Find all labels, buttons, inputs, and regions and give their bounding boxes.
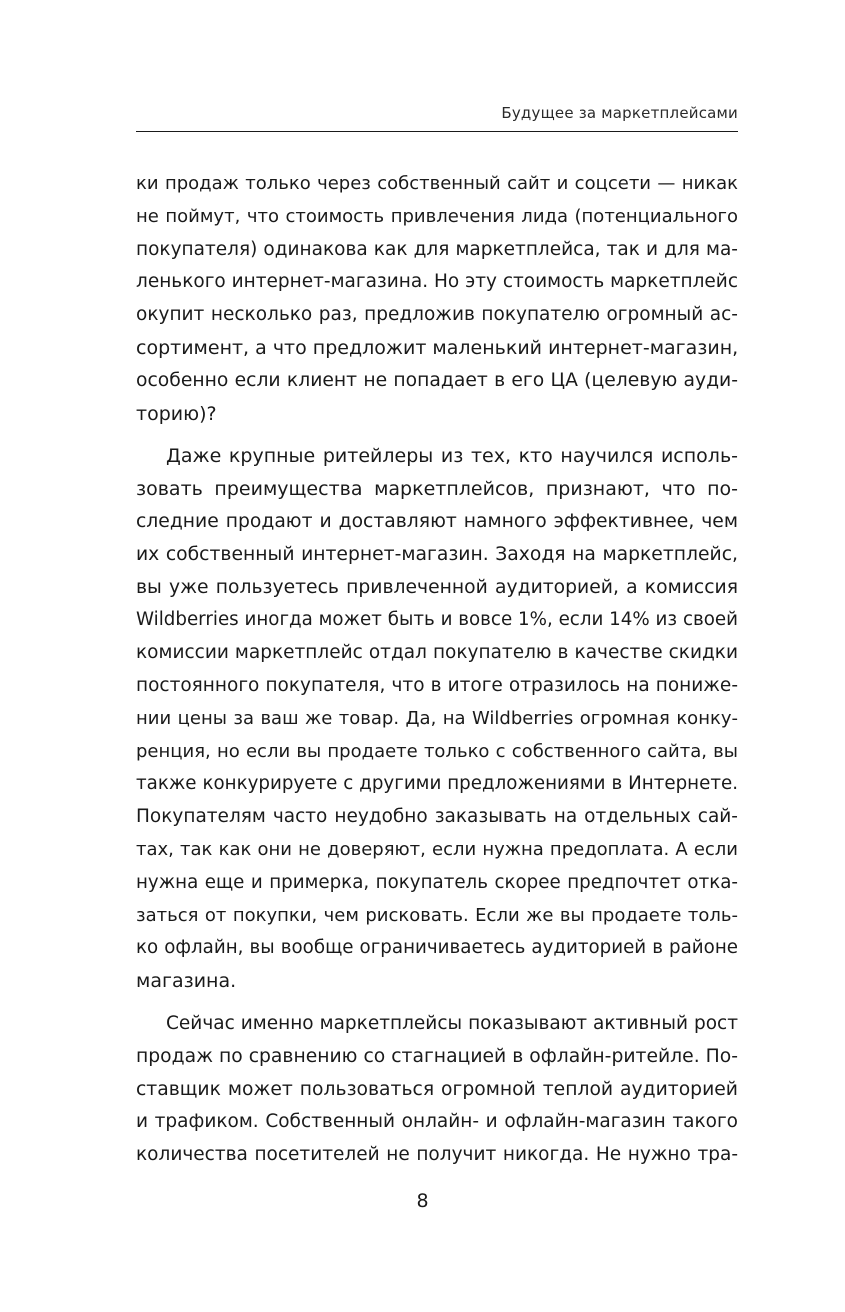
paragraph-2 xyxy=(136,440,738,998)
body-text xyxy=(136,168,738,1172)
text-line: тах, так как они не доверяют, если нужна предоплата. А если xyxy=(136,838,738,860)
text-line: следние продают и доставляют намного эффективнее, чем xyxy=(136,510,738,532)
text-line: не поймут, что стоимость привлечения лида (потенциального xyxy=(136,205,738,227)
text-line: окупит несколько раз, предложив покупателю огромный ас- xyxy=(136,304,738,326)
text-line: продаж по сравнению со стагнацией в офлайн-ритейле. По- xyxy=(136,1045,738,1067)
running-title: Будущее за маркетплейсами xyxy=(501,104,738,122)
text-line: заться от покупки, чем рисковать. Если же вы продаете толь- xyxy=(136,904,738,926)
text-line: постоянного покупателя, что в итоге отразилось на пониже- xyxy=(136,674,738,696)
text-line: ко офлайн, вы вообще ограничиваетесь аудиторией в районе xyxy=(136,937,738,959)
text-line: вы уже пользуетесь привлеченной аудиторией, а комиссия xyxy=(136,576,738,598)
text-line: торию)? xyxy=(136,402,217,425)
text-line: ренция, но если вы продаете только с собственного сайта, вы xyxy=(136,740,738,762)
text-line: покупателя) одинакова как для маркетплейса, так и для ма- xyxy=(136,238,738,260)
paragraph-3 xyxy=(136,1008,738,1172)
text-line: Сейчас именно маркетплейсы показывают активный рост xyxy=(166,1012,738,1034)
page-number: 8 xyxy=(416,1190,429,1212)
text-line: количества посетителей не получит никогда. Не нужно тра- xyxy=(136,1144,738,1166)
text-line: нии цены за ваш же товар. Да, на Wildberries огромная конку- xyxy=(136,707,738,729)
text-line: магазина. xyxy=(136,970,237,993)
text-line: особенно если клиент не попадает в его ЦА (целевую ауди- xyxy=(136,369,738,391)
text-line: ставщик может пользоваться огромной теплой аудиторией xyxy=(136,1078,738,1100)
text-line: Даже крупные ритейлеры из тех, кто научился исполь- xyxy=(166,445,738,468)
text-line: Wildberries иногда может быть и вовсе 1%, если 14% из своей xyxy=(136,609,738,631)
text-line: и трафиком. Собственный онлайн- и офлайн-магазин такого xyxy=(136,1111,738,1133)
text-line: Покупателям часто неудобно заказывать на отдельных сай- xyxy=(136,806,738,828)
text-line: также конкурируете с другими предложениями в Интернете. xyxy=(136,773,738,795)
text-line: ки продаж только через собственный сайт и соцсети — никак xyxy=(136,173,738,194)
text-line: ленького интернет-магазина. Но эту стоимость маркетплейс xyxy=(136,271,738,293)
text-line: зовать преимущества маркетплейсов, признают, что по- xyxy=(136,478,738,501)
text-line: комиссии маркетплейс отдал покупателю в качестве скидки xyxy=(136,642,738,664)
header-rule xyxy=(136,131,738,132)
text-line: их собственный интернет-магазин. Заходя на маркетплейс, xyxy=(136,543,738,565)
paragraph-1 xyxy=(136,168,738,430)
text-line: нужна еще и примерка, покупатель скорее предпочтет отка- xyxy=(136,871,738,893)
text-line: сортимент, а что предложит маленький интернет-магазин, xyxy=(136,336,739,359)
